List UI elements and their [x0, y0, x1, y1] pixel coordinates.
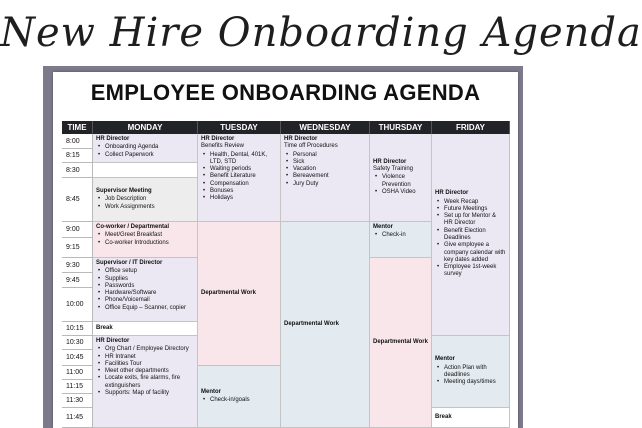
monday-supervisor-it-block: [93, 258, 198, 322]
time-slot: 9:30: [62, 258, 93, 273]
time-slot: 10:30: [62, 336, 93, 350]
list-item: • Supplies: [96, 276, 194, 283]
list-item: • Meet/Greet Breakfast: [96, 232, 194, 239]
block-subtitle: Safety Training: [373, 166, 414, 173]
list-item: • Passwords: [96, 283, 194, 290]
block-title: HR Director: [96, 136, 130, 142]
list-item: • Org Chart / Employee Directory: [96, 346, 194, 353]
block-title: Departmental Work: [373, 338, 428, 345]
thursday-hr-director-block: [370, 134, 432, 222]
block-title: HR Director: [373, 158, 407, 165]
agenda-sheet: [53, 72, 518, 428]
time-slot: 8:00: [62, 134, 93, 149]
monday-hr-director-block: [93, 134, 198, 163]
list-item: • Benefit Election Deadlines: [435, 228, 506, 243]
list-item: • Bereavement: [284, 173, 366, 180]
list-item: • Health, Dental, 401K, LTD, STD: [201, 152, 277, 167]
list-item: • Work Assignments: [96, 204, 194, 211]
list-item: • Co-worker Introductions: [96, 240, 194, 247]
time-slot: 10:15: [62, 322, 93, 336]
time-slot: 11:15: [62, 380, 93, 394]
friday-mentor-block: [432, 336, 510, 408]
time-slot: 11:45: [62, 408, 93, 428]
block-subtitle: Time off Procedures: [284, 143, 338, 150]
block-title: Mentor: [435, 356, 455, 363]
monday-coworker-block: [93, 222, 198, 258]
agenda-grid: [62, 121, 510, 428]
list-item: • Action Plan with deadlines: [435, 365, 506, 380]
block-title: Mentor: [373, 224, 393, 230]
header-tuesday: TUESDAY: [198, 121, 281, 134]
list-item: • Future Meetings: [435, 206, 506, 213]
list-item: • HR Intranet: [96, 354, 194, 361]
list-item: • Give employee a company calendar with key dates added: [435, 242, 506, 264]
list-item: • Office Equip – Scanner, copier: [96, 305, 194, 312]
list-item: • Check-in: [373, 232, 428, 239]
list-item: • Employee 1st-week survey: [435, 264, 506, 279]
list-item: • Holidays: [201, 195, 277, 202]
list-item: • Check-in/goals: [201, 397, 277, 404]
time-slot: 8:30: [62, 163, 93, 178]
list-item: • Hardware/Software: [96, 290, 194, 297]
list-item: • Office setup: [96, 268, 194, 275]
list-item: • Facilities Tour: [96, 361, 194, 368]
header-friday: FRIDAY: [432, 121, 510, 134]
list-item: • Week Recap: [435, 199, 506, 206]
header-time: TIME: [62, 121, 93, 134]
document-title: EMPLOYEE ONBOARDING AGENDA: [90, 80, 481, 105]
thursday-departmental-work-block: [370, 258, 432, 428]
block-title: Departmental Work: [201, 289, 256, 296]
list-item: • Waiting periods: [201, 166, 277, 173]
tuesday-departmental-work-block: [198, 222, 281, 366]
time-slot: 9:00: [62, 222, 93, 238]
block-title: Co-worker / Departmental: [96, 224, 170, 230]
time-slot: 10:00: [62, 288, 93, 322]
block-title: Mentor: [201, 388, 221, 395]
header-monday: MONDAY: [93, 121, 198, 134]
friday-hr-director-block: [432, 134, 510, 336]
block-title: HR Director: [284, 136, 318, 142]
list-item: • Benefit Literature: [201, 173, 277, 180]
list-item: • Jury Duty: [284, 181, 366, 188]
time-slot: 9:15: [62, 238, 93, 258]
block-title: HR Director: [435, 190, 469, 197]
block-title: Departmental Work: [284, 320, 339, 327]
list-item: • Vacation: [284, 166, 366, 173]
monday-supervisor-meeting-block: [93, 178, 198, 222]
list-item: • OSHA Video: [373, 189, 428, 196]
header-wednesday: WEDNESDAY: [281, 121, 370, 134]
list-item: • Phone/Voicemail: [96, 297, 194, 304]
list-item: • Onboarding Agenda: [96, 144, 194, 151]
block-title: Break: [96, 324, 113, 331]
header-thursday: THURSDAY: [370, 121, 432, 134]
list-item: • Meeting days/times: [435, 379, 506, 386]
time-slot: 11:30: [62, 394, 93, 408]
list-item: • Compensation: [201, 181, 277, 188]
list-item: • Violence Prevention: [373, 174, 428, 189]
monday-empty-slot: [93, 163, 198, 178]
time-slot: 9:45: [62, 273, 93, 288]
monday-break-block: [93, 322, 198, 336]
block-subtitle: Benefits Review: [201, 143, 245, 150]
monday-hr-director-tour-block: [93, 336, 198, 428]
list-item: • Set up for Mentor & HR Director: [435, 213, 506, 228]
block-title: Break: [435, 413, 452, 420]
time-slot: 11:00: [62, 366, 93, 380]
time-slot: 10:45: [62, 350, 93, 366]
block-title: HR Director: [201, 136, 235, 142]
list-item: • Collect Paperwork: [96, 152, 194, 159]
thursday-mentor-block: [370, 222, 432, 258]
time-slot: 8:15: [62, 149, 93, 163]
list-item: • Locate exits, fire alarms, fire extinguishers: [96, 375, 194, 390]
block-title: Supervisor Meeting: [96, 188, 152, 195]
block-title: Supervisor / IT Director: [96, 260, 163, 266]
friday-break-block: [432, 408, 510, 428]
time-slot: 8:45: [62, 178, 93, 222]
tuesday-hr-director-block: [198, 134, 281, 222]
list-item: • Bonuses: [201, 188, 277, 195]
list-item: • Sick: [284, 159, 366, 166]
list-item: • Job Description: [96, 196, 194, 203]
wednesday-departmental-work-block: [281, 222, 370, 428]
block-title: HR Director: [96, 338, 130, 344]
list-item: • Supports: Map of facility: [96, 390, 194, 397]
tuesday-mentor-block: [198, 366, 281, 428]
list-item: • Meet other departments: [96, 368, 194, 375]
list-item: • Personal: [284, 152, 366, 159]
wednesday-hr-director-block: [281, 134, 370, 222]
script-title: New Hire Onboarding Agenda: [0, 10, 642, 56]
